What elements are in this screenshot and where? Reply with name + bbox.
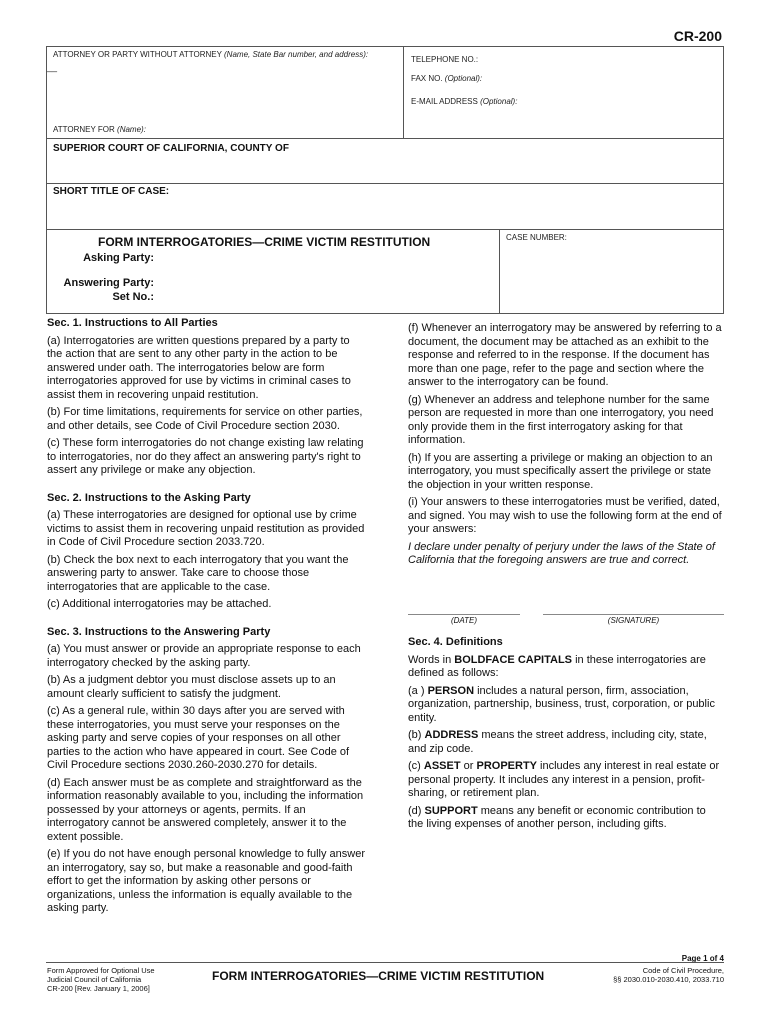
section-1-b: (b) For time limitations, requirements for service on other parties, and other details, see Code of Civil Procedure section 2030.	[47, 406, 363, 432]
section-3-title: Sec. 3. Instructions to the Answering Party	[47, 625, 271, 638]
asking-party-label: Asking Party:	[83, 252, 154, 264]
divider-court	[46, 138, 724, 139]
attorney-for-label: ATTORNEY FOR (Name):	[53, 125, 146, 134]
section-4-title: Sec. 4. Definitions	[408, 636, 503, 648]
right-column-top	[408, 322, 724, 572]
caption-box	[46, 46, 724, 314]
footer-title: FORM INTERROGATORIES—CRIME VICTIM RESTITUTION	[212, 969, 545, 983]
date-line[interactable]	[408, 614, 520, 615]
attorney-label: ATTORNEY OR PARTY WITHOUT ATTORNEY (Name, State Bar number, and address):	[53, 50, 369, 59]
date-label: (DATE)	[450, 616, 478, 625]
signature-label: (SIGNATURE)	[607, 616, 660, 625]
definition-address: (b) ADDRESS means the street address, including city, state, and zip code.	[408, 729, 707, 755]
form-code: CR-200	[673, 28, 722, 44]
section-3-d: (d) Each answer must be as complete and straightforward as the information reasonably available to you, including the information possessed by your attorneys or agents, permits. If an interrogatory cannot be answered completely, answer it to the extent possible.	[47, 776, 364, 843]
footer-divider	[46, 962, 724, 963]
footer-approval: Form Approved for Optional Use Judicial Council of California CR-200 [Rev. January 1, 2006]	[47, 966, 155, 993]
section-3-a: (a) You must answer or provide an appropriate response to each interrogatory checked by the asking party.	[47, 643, 361, 669]
case-number-label: CASE NUMBER:	[506, 233, 567, 242]
vertical-divider-case	[499, 229, 500, 314]
short-title-label: SHORT TITLE OF CASE:	[53, 186, 170, 197]
telephone-label: TELEPHONE NO.:	[411, 55, 479, 64]
section-3-i: (i) Your answers to these interrogatories must be verified, dated, and signed. You may wish to use the following form at the end of your answers:	[408, 496, 722, 535]
page-number: Page 1 of 4	[681, 954, 724, 963]
section-3-f: (f) Whenever an interrogatory may be answered by referring to a document, the document may be attached as an exhibit to the response and referred to in the response. If the document has more than one page, refer to the page and section where the answer to the interrogatory can be found.	[408, 322, 722, 388]
definition-asset: (c) ASSET or PROPERTY includes any interest in real estate or personal property. It includes any interest in a pension, profit-sharing, or retirement plan.	[408, 760, 720, 799]
vertical-divider-top	[403, 46, 404, 138]
definition-person: (a ) PERSON includes a natural person, firm, association, organization, partnership, business, trust, corporation, or public entity.	[408, 684, 715, 724]
section-3-e: (e) If you do not have enough personal knowledge to fully answer an interrogatory, say so, but make a reasonable and good-faith effort to get the information by asking other persons or organizations, unless the information is equally available to the asking party.	[47, 848, 365, 914]
definition-support: (d) SUPPORT means any benefit or economic contribution to the living expenses of another person, including gifts.	[408, 804, 706, 830]
signature-line[interactable]	[543, 614, 724, 615]
form-title: FORM INTERROGATORIES—CRIME VICTIM RESTITUTION	[98, 235, 431, 249]
section-2-c: (c) Additional interrogatories may be attached.	[47, 598, 272, 610]
section-1-title: Sec. 1. Instructions to All Parties	[47, 317, 218, 329]
section-4-intro: Words in BOLDFACE CAPITALS in these interrogatories are defined as follows:	[408, 653, 706, 679]
declaration-text: I declare under penalty of perjury under the laws of the State of California that the foregoing answers are true and correct.	[408, 540, 715, 566]
set-no-label: Set No.:	[112, 291, 154, 303]
right-column-definitions	[408, 636, 724, 836]
section-2-title: Sec. 2. Instructions to the Asking Party	[47, 491, 251, 504]
section-3-c: (c) As a general rule, within 30 days after you are served with these interrogatories, you must serve your responses on the asking party and serve copies of your responses on all other parties to the action who have appeared in court. See Code of Civil Procedure sections 2030.260-2030.270 for details.	[47, 705, 350, 771]
fax-label: FAX NO. (Optional):	[411, 74, 483, 83]
section-2-a: (a) These interrogatories are designed for optional use by crime victims to assist them in recovering unpaid restitution as provided in Code of Civil Procedure section 2033.720.	[47, 509, 365, 548]
court-label: SUPERIOR COURT OF CALIFORNIA, COUNTY OF	[53, 143, 289, 154]
footer-code-reference: Code of Civil Procedure, §§ 2030.010-2030.410, 2033.710	[613, 966, 724, 984]
attorney-value[interactable]: __	[47, 62, 58, 72]
divider-short-title	[46, 183, 724, 184]
section-1-c: (c) These form interrogatories do not change existing law relating to interrogatories, nor do they affect an answering party's right to assert any privilege or make any objection.	[47, 437, 364, 476]
section-3-b: (b) As a judgment debtor you must disclose assets up to an amount clearly sufficient to satisfy the judgment.	[47, 674, 336, 700]
section-3-h: (h) If you are asserting a privilege or making an objection to an interrogatory, you must specifically assert the privilege or state the objection in your written response.	[408, 451, 713, 491]
divider-title	[46, 229, 724, 230]
left-column	[47, 317, 365, 920]
section-3-g: (g) Whenever an address and telephone number for the same person are requested in more than one interrogatory, you need only provide them in the first interrogatory asking for that information.	[408, 393, 714, 446]
answering-party-label: Answering Party:	[63, 277, 154, 289]
email-label: E-MAIL ADDRESS (Optional):	[411, 97, 518, 106]
section-1-a: (a) Interrogatories are written questions prepared by a party to the action that are sent to any other party in the action to be answered under oath. The interrogatories below are form interrogatories approved for use by victims in criminal cases to assist them in recovering unpaid restitution.	[47, 334, 351, 401]
section-2-b: (b) Check the box next to each interrogatory that you want the answering party to answer. Take care to choose those interrogatories that are applicable to the case.	[47, 553, 349, 593]
